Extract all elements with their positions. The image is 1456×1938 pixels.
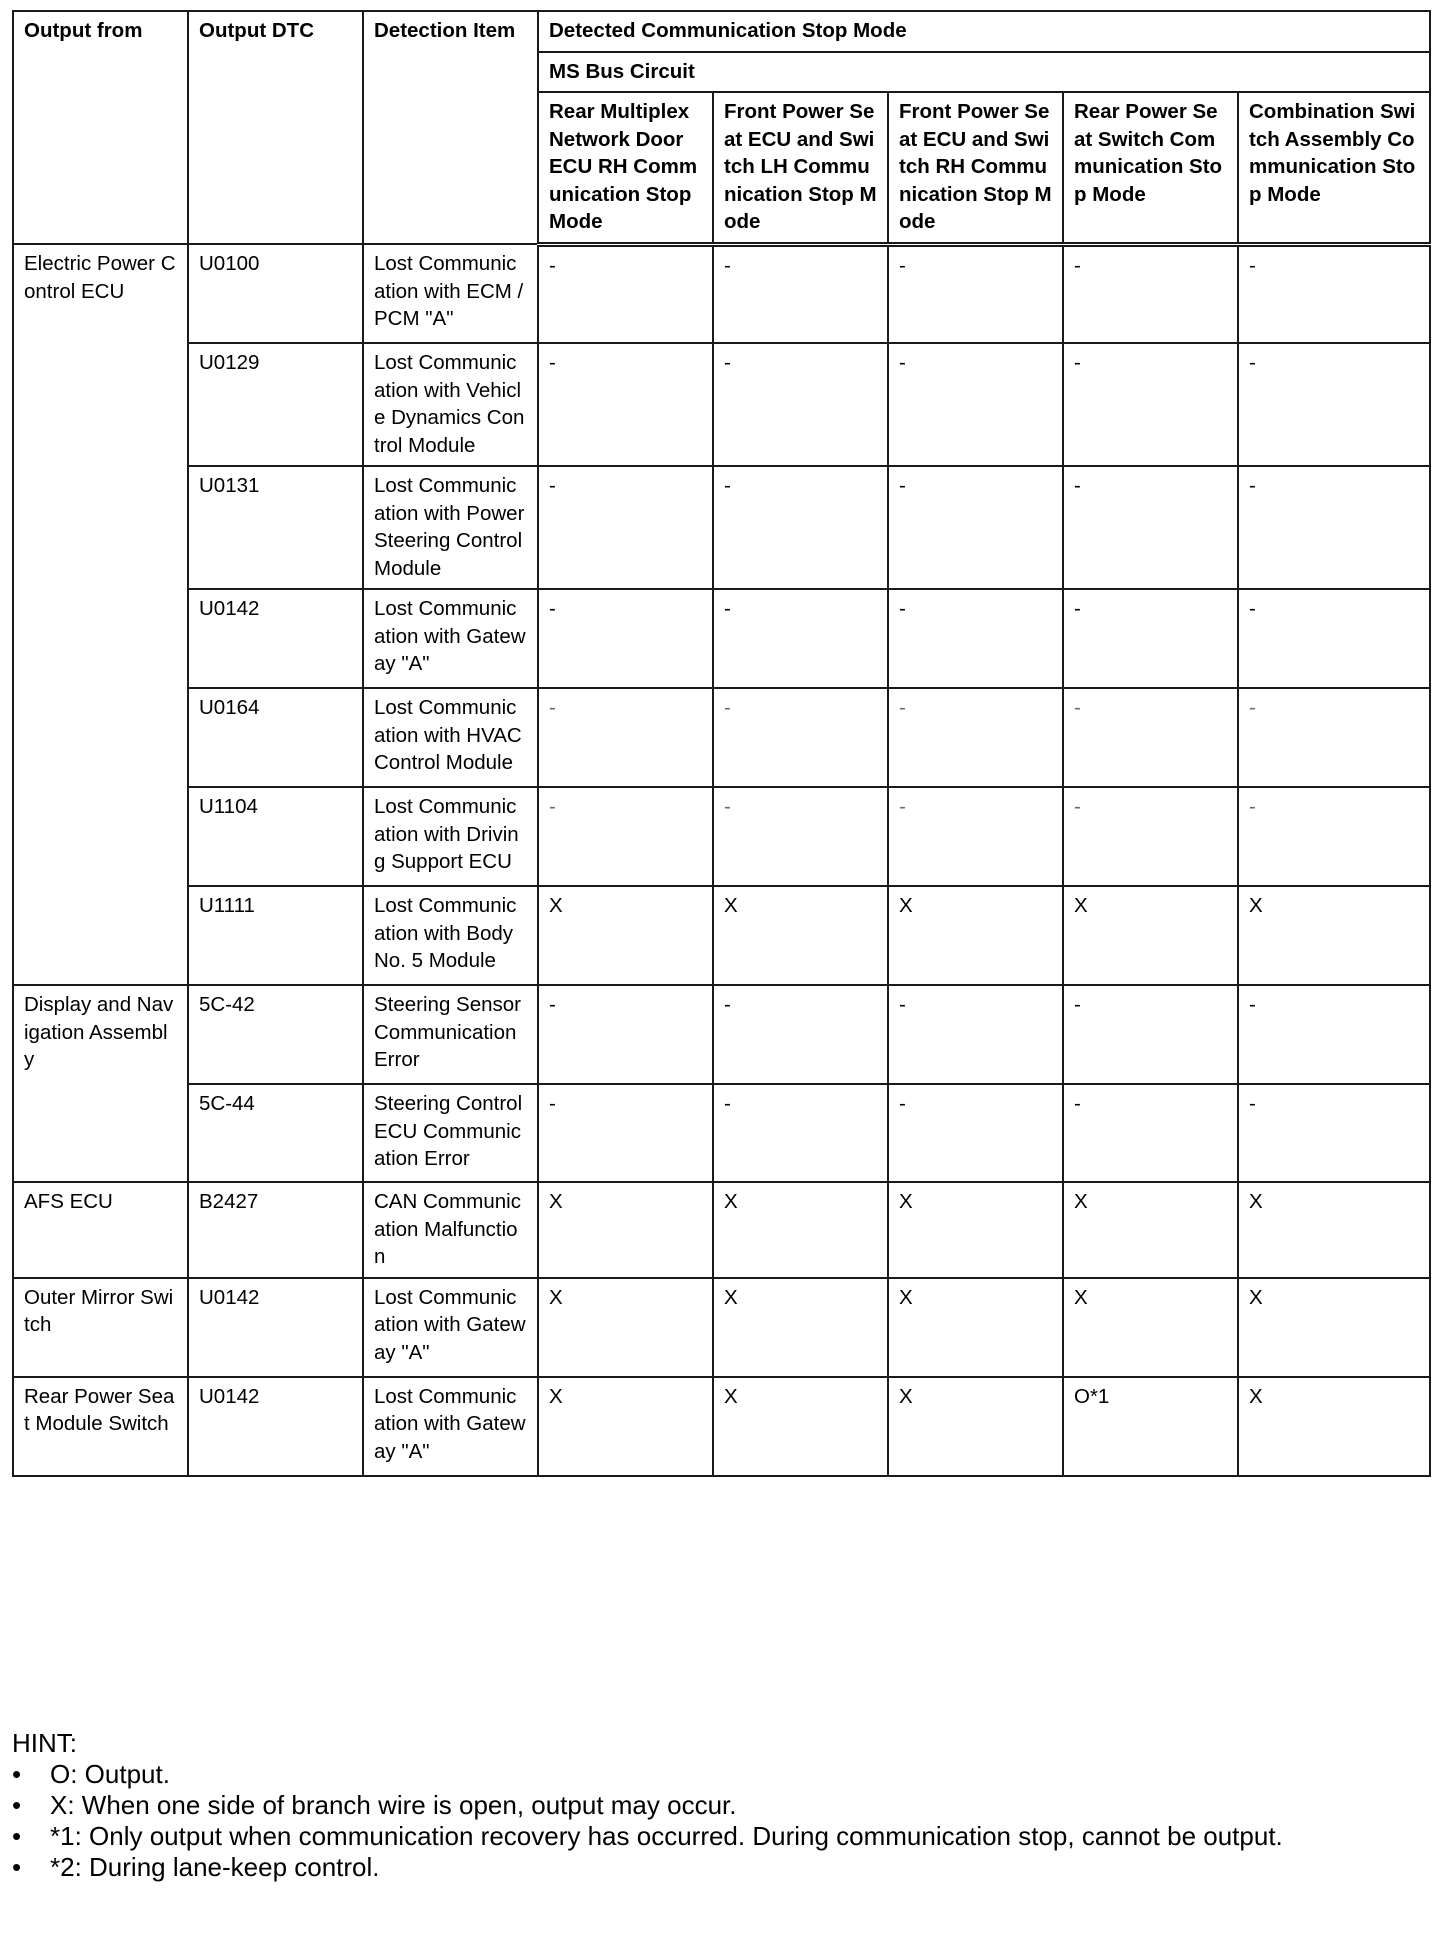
- cell-mode-value: -: [1238, 688, 1430, 787]
- cell-mode-value: -: [713, 1084, 888, 1182]
- table-row: [13, 343, 1430, 466]
- cell-output-dtc: U0142: [188, 1377, 363, 1476]
- cell-mode-value: X: [888, 1182, 1063, 1278]
- cell-mode-value: -: [888, 985, 1063, 1084]
- cell-mode-value: -: [888, 1084, 1063, 1182]
- cell-mode-value: -: [538, 1084, 713, 1182]
- cell-mode-value: -: [888, 466, 1063, 589]
- cell-detection-item: CAN Communication Malfunction: [363, 1182, 538, 1278]
- cell-mode-value: -: [1063, 985, 1238, 1084]
- cell-detection-item: Lost Communication with Gateway "A": [363, 1377, 538, 1476]
- bullet-icon: •: [12, 1790, 22, 1820]
- hint-item-text: *2: During lane-keep control.: [50, 1852, 380, 1882]
- dtc-communication-stop-table: [12, 10, 1431, 1477]
- table-body: [13, 244, 1430, 1476]
- cell-mode-value: -: [1238, 343, 1430, 466]
- header-detected-mode: Detected Communication Stop Mode: [538, 11, 1430, 52]
- cell-mode-value: -: [713, 589, 888, 688]
- cell-mode-value: -: [1238, 244, 1430, 343]
- cell-mode-value: -: [888, 589, 1063, 688]
- table-row: [13, 1182, 1430, 1278]
- hint-item-text: *1: Only output when communication recovery has occurred. During communication stop, cannot be output.: [50, 1821, 1283, 1851]
- cell-output-from: Electric Power Control ECU: [13, 244, 188, 985]
- header-mode-rear-multiplex-door-rh: Rear Multiplex Network Door ECU RH Communication Stop Mode: [538, 92, 713, 244]
- cell-mode-value: -: [1238, 787, 1430, 886]
- table-row: [13, 787, 1430, 886]
- cell-mode-value: X: [1063, 1278, 1238, 1377]
- cell-mode-value: -: [713, 688, 888, 787]
- cell-mode-value: -: [888, 688, 1063, 787]
- cell-mode-value: -: [713, 985, 888, 1084]
- cell-mode-value: O*1: [1063, 1377, 1238, 1476]
- cell-output-dtc: U1104: [188, 787, 363, 886]
- table-row: [13, 985, 1430, 1084]
- cell-detection-item: Lost Communication with Gateway "A": [363, 1278, 538, 1377]
- header-detection-item: Detection Item: [363, 11, 538, 244]
- hint-item-text: X: When one side of branch wire is open, output may occur.: [50, 1790, 737, 1820]
- cell-detection-item: Lost Communication with HVAC Control Module: [363, 688, 538, 787]
- bullet-icon: •: [12, 1759, 22, 1789]
- table-row: [13, 886, 1430, 985]
- cell-mode-value: -: [713, 343, 888, 466]
- cell-mode-value: -: [1063, 343, 1238, 466]
- cell-mode-value: -: [1238, 589, 1430, 688]
- header-bus-circuit: MS Bus Circuit: [538, 52, 1430, 93]
- table-row: [13, 589, 1430, 688]
- cell-mode-value: -: [888, 244, 1063, 343]
- cell-mode-value: -: [1063, 688, 1238, 787]
- cell-mode-value: -: [888, 343, 1063, 466]
- header-output-dtc: Output DTC: [188, 11, 363, 244]
- cell-output-dtc: U0142: [188, 1278, 363, 1377]
- cell-mode-value: X: [888, 1278, 1063, 1377]
- cell-mode-value: X: [1238, 1278, 1430, 1377]
- table-row: [13, 1278, 1430, 1377]
- cell-detection-item: Lost Communication with ECM / PCM "A": [363, 244, 538, 343]
- hint-item-text: O: Output.: [50, 1759, 170, 1789]
- cell-output-dtc: U0164: [188, 688, 363, 787]
- bullet-icon: •: [12, 1821, 22, 1851]
- cell-mode-value: -: [713, 244, 888, 343]
- cell-output-dtc: U0129: [188, 343, 363, 466]
- bullet-icon: •: [12, 1852, 22, 1882]
- cell-mode-value: X: [1238, 886, 1430, 985]
- hint-title: HINT:: [12, 1728, 77, 1758]
- cell-output-from: Outer Mirror Switch: [13, 1278, 188, 1377]
- cell-detection-item: Lost Communication with Driving Support ECU: [363, 787, 538, 886]
- cell-mode-value: -: [1063, 466, 1238, 589]
- cell-mode-value: X: [713, 1182, 888, 1278]
- cell-mode-value: X: [888, 886, 1063, 985]
- cell-detection-item: Steering Sensor Communication Error: [363, 985, 538, 1084]
- hint-item: [12, 1852, 1432, 1883]
- hint-list: [12, 1759, 1432, 1883]
- cell-mode-value: -: [1238, 1084, 1430, 1182]
- cell-mode-value: -: [888, 787, 1063, 886]
- cell-mode-value: X: [538, 1377, 713, 1476]
- cell-mode-value: -: [538, 985, 713, 1084]
- cell-mode-value: -: [538, 787, 713, 886]
- header-mode-front-seat-rh: Front Power Seat ECU and Switch RH Communication Stop Mode: [888, 92, 1063, 244]
- table-row: [13, 244, 1430, 343]
- cell-mode-value: -: [1238, 985, 1430, 1084]
- cell-mode-value: -: [538, 589, 713, 688]
- cell-mode-value: X: [713, 1278, 888, 1377]
- table-row: [13, 1084, 1430, 1182]
- cell-mode-value: -: [1063, 244, 1238, 343]
- cell-output-dtc: 5C-42: [188, 985, 363, 1084]
- cell-mode-value: X: [713, 1377, 888, 1476]
- cell-mode-value: X: [888, 1377, 1063, 1476]
- cell-mode-value: -: [1238, 466, 1430, 589]
- cell-output-from: AFS ECU: [13, 1182, 188, 1278]
- table-row: [13, 688, 1430, 787]
- table-row: [13, 1377, 1430, 1476]
- cell-mode-value: X: [713, 886, 888, 985]
- cell-output-dtc: U0100: [188, 244, 363, 343]
- table-header: [13, 11, 1430, 244]
- cell-mode-value: X: [538, 1278, 713, 1377]
- hint-section: [12, 1728, 1432, 1883]
- cell-mode-value: -: [538, 688, 713, 787]
- cell-output-from: Rear Power Seat Module Switch: [13, 1377, 188, 1476]
- cell-mode-value: -: [713, 787, 888, 886]
- hint-item: [12, 1821, 1432, 1852]
- header-mode-combination-switch: Combination Switch Assembly Communication Stop Mode: [1238, 92, 1430, 244]
- cell-output-dtc: U1111: [188, 886, 363, 985]
- cell-output-dtc: 5C-44: [188, 1084, 363, 1182]
- hint-item: [12, 1790, 1432, 1821]
- cell-output-dtc: B2427: [188, 1182, 363, 1278]
- header-mode-front-seat-lh: Front Power Seat ECU and Switch LH Communication Stop Mode: [713, 92, 888, 244]
- cell-mode-value: -: [1063, 787, 1238, 886]
- cell-output-from: Display and Navigation Assembly: [13, 985, 188, 1182]
- cell-mode-value: -: [1063, 589, 1238, 688]
- cell-detection-item: Lost Communication with Power Steering Control Module: [363, 466, 538, 589]
- hint-item: [12, 1759, 1432, 1790]
- cell-mode-value: X: [1063, 886, 1238, 985]
- cell-mode-value: -: [1063, 1084, 1238, 1182]
- cell-detection-item: Lost Communication with Vehicle Dynamics Control Module: [363, 343, 538, 466]
- cell-detection-item: Steering Control ECU Communication Error: [363, 1084, 538, 1182]
- cell-mode-value: X: [538, 886, 713, 985]
- cell-mode-value: -: [713, 466, 888, 589]
- header-output-from: Output from: [13, 11, 188, 244]
- cell-mode-value: -: [538, 466, 713, 589]
- cell-detection-item: Lost Communication with Gateway "A": [363, 589, 538, 688]
- cell-mode-value: -: [538, 343, 713, 466]
- cell-mode-value: -: [538, 244, 713, 343]
- cell-output-dtc: U0131: [188, 466, 363, 589]
- cell-output-dtc: U0142: [188, 589, 363, 688]
- cell-mode-value: X: [538, 1182, 713, 1278]
- cell-detection-item: Lost Communication with Body No. 5 Module: [363, 886, 538, 985]
- cell-mode-value: X: [1238, 1377, 1430, 1476]
- header-mode-rear-seat-switch: Rear Power Seat Switch Communication Stop Mode: [1063, 92, 1238, 244]
- table-row: [13, 466, 1430, 589]
- cell-mode-value: X: [1063, 1182, 1238, 1278]
- cell-mode-value: X: [1238, 1182, 1430, 1278]
